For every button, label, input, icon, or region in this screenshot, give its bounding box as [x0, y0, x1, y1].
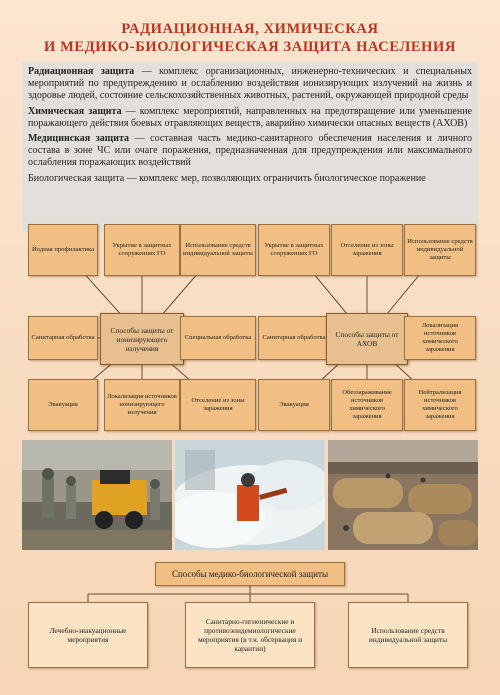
chem-neutralization: Нейтрализация источников химического заражения: [404, 379, 476, 431]
chem-localization: Локализация источников химического заражения: [404, 316, 476, 360]
medbio-title: Способы медико-биологической защиты: [155, 562, 345, 586]
chem-decontamination: Обеззараживание источников химического заражения: [331, 379, 403, 431]
medbio-sanitary-hygienic: Санитарно-гигиенические и противоэпидемиологические мероприятия (в т.ч. обсервация и карантин): [185, 602, 315, 668]
title-line-2: И МЕДИКО-БИОЛОГИЧЕСКАЯ ЗАЩИТА НАСЕЛЕНИЯ: [44, 39, 456, 55]
term-radiation: Радиационная защита: [28, 66, 135, 77]
rad-ppe: Использование средств индивидуальной защиты: [180, 224, 256, 276]
medbio-treatment-evacuation: Лечебно-эвакуационные мероприятия: [28, 602, 148, 668]
term-medical: Медицинская защита: [28, 133, 130, 145]
text-chemical: — комплекс мероприятий, направленных на предотвращение или уменьшение поражающего действия боевых отравляющих веществ, аварийно химически опасных веществ (АХОВ): [28, 105, 472, 129]
chem-sanitary-treatment: Санитарная обработка: [258, 316, 330, 360]
text-medical: — составная часть медико-санитарного обеспечения населения и личного состава в зоне ЧС или очаге поражения, предназначенная для предупреждения или максимального ослабления поражающих воздействий: [28, 133, 473, 169]
title-line-1: РАДИАЦИОННАЯ, ХИМИЧЕСКАЯ: [121, 21, 379, 37]
rad-resettlement: Отселение из зоны заражения: [180, 379, 256, 431]
medbio-ppe: Использование средств индивидуальной защиты: [348, 602, 468, 668]
rad-evacuation: Эвакуация: [28, 379, 98, 431]
chem-resettlement: Отселение из зоны заражения: [331, 224, 403, 276]
rad-shelter: Укрытие в защитных сооружениях ГО: [104, 224, 180, 276]
rad-sanitary-treatment: Санитарная обработка: [28, 316, 98, 360]
chem-center: Способы защиты от АХОВ: [326, 313, 408, 365]
rad-iodine-prophylaxis: Йодная профилактика: [28, 224, 98, 276]
rad-center: Способы защиты от ионизирующего излучения: [100, 313, 184, 365]
chem-shelter: Укрытие в защитных сооружениях ГО: [258, 224, 330, 276]
chem-ppe: Использование средств индивидуальной защиты: [404, 224, 476, 276]
chem-evacuation: Эвакуация: [258, 379, 330, 431]
rad-special-treatment: Специальная обработка: [180, 316, 256, 360]
definition-biological: Биологическая защита — комплекс мер, позволяющих ограничить биологическое поражение: [28, 172, 426, 184]
text-radiation: — комплекс организационных, инженерно-технических и специальных мероприятий по предупреждению и ослаблению воздействия ионизирующих излучений на жизнь и здоровье людей, состояние сельскохозяйственных животных, растений, окружающей природной среды: [28, 66, 472, 102]
rad-localization: Локализация источников ионизирующего излучения: [104, 379, 180, 431]
term-chemical: Химическая защита: [28, 105, 122, 117]
